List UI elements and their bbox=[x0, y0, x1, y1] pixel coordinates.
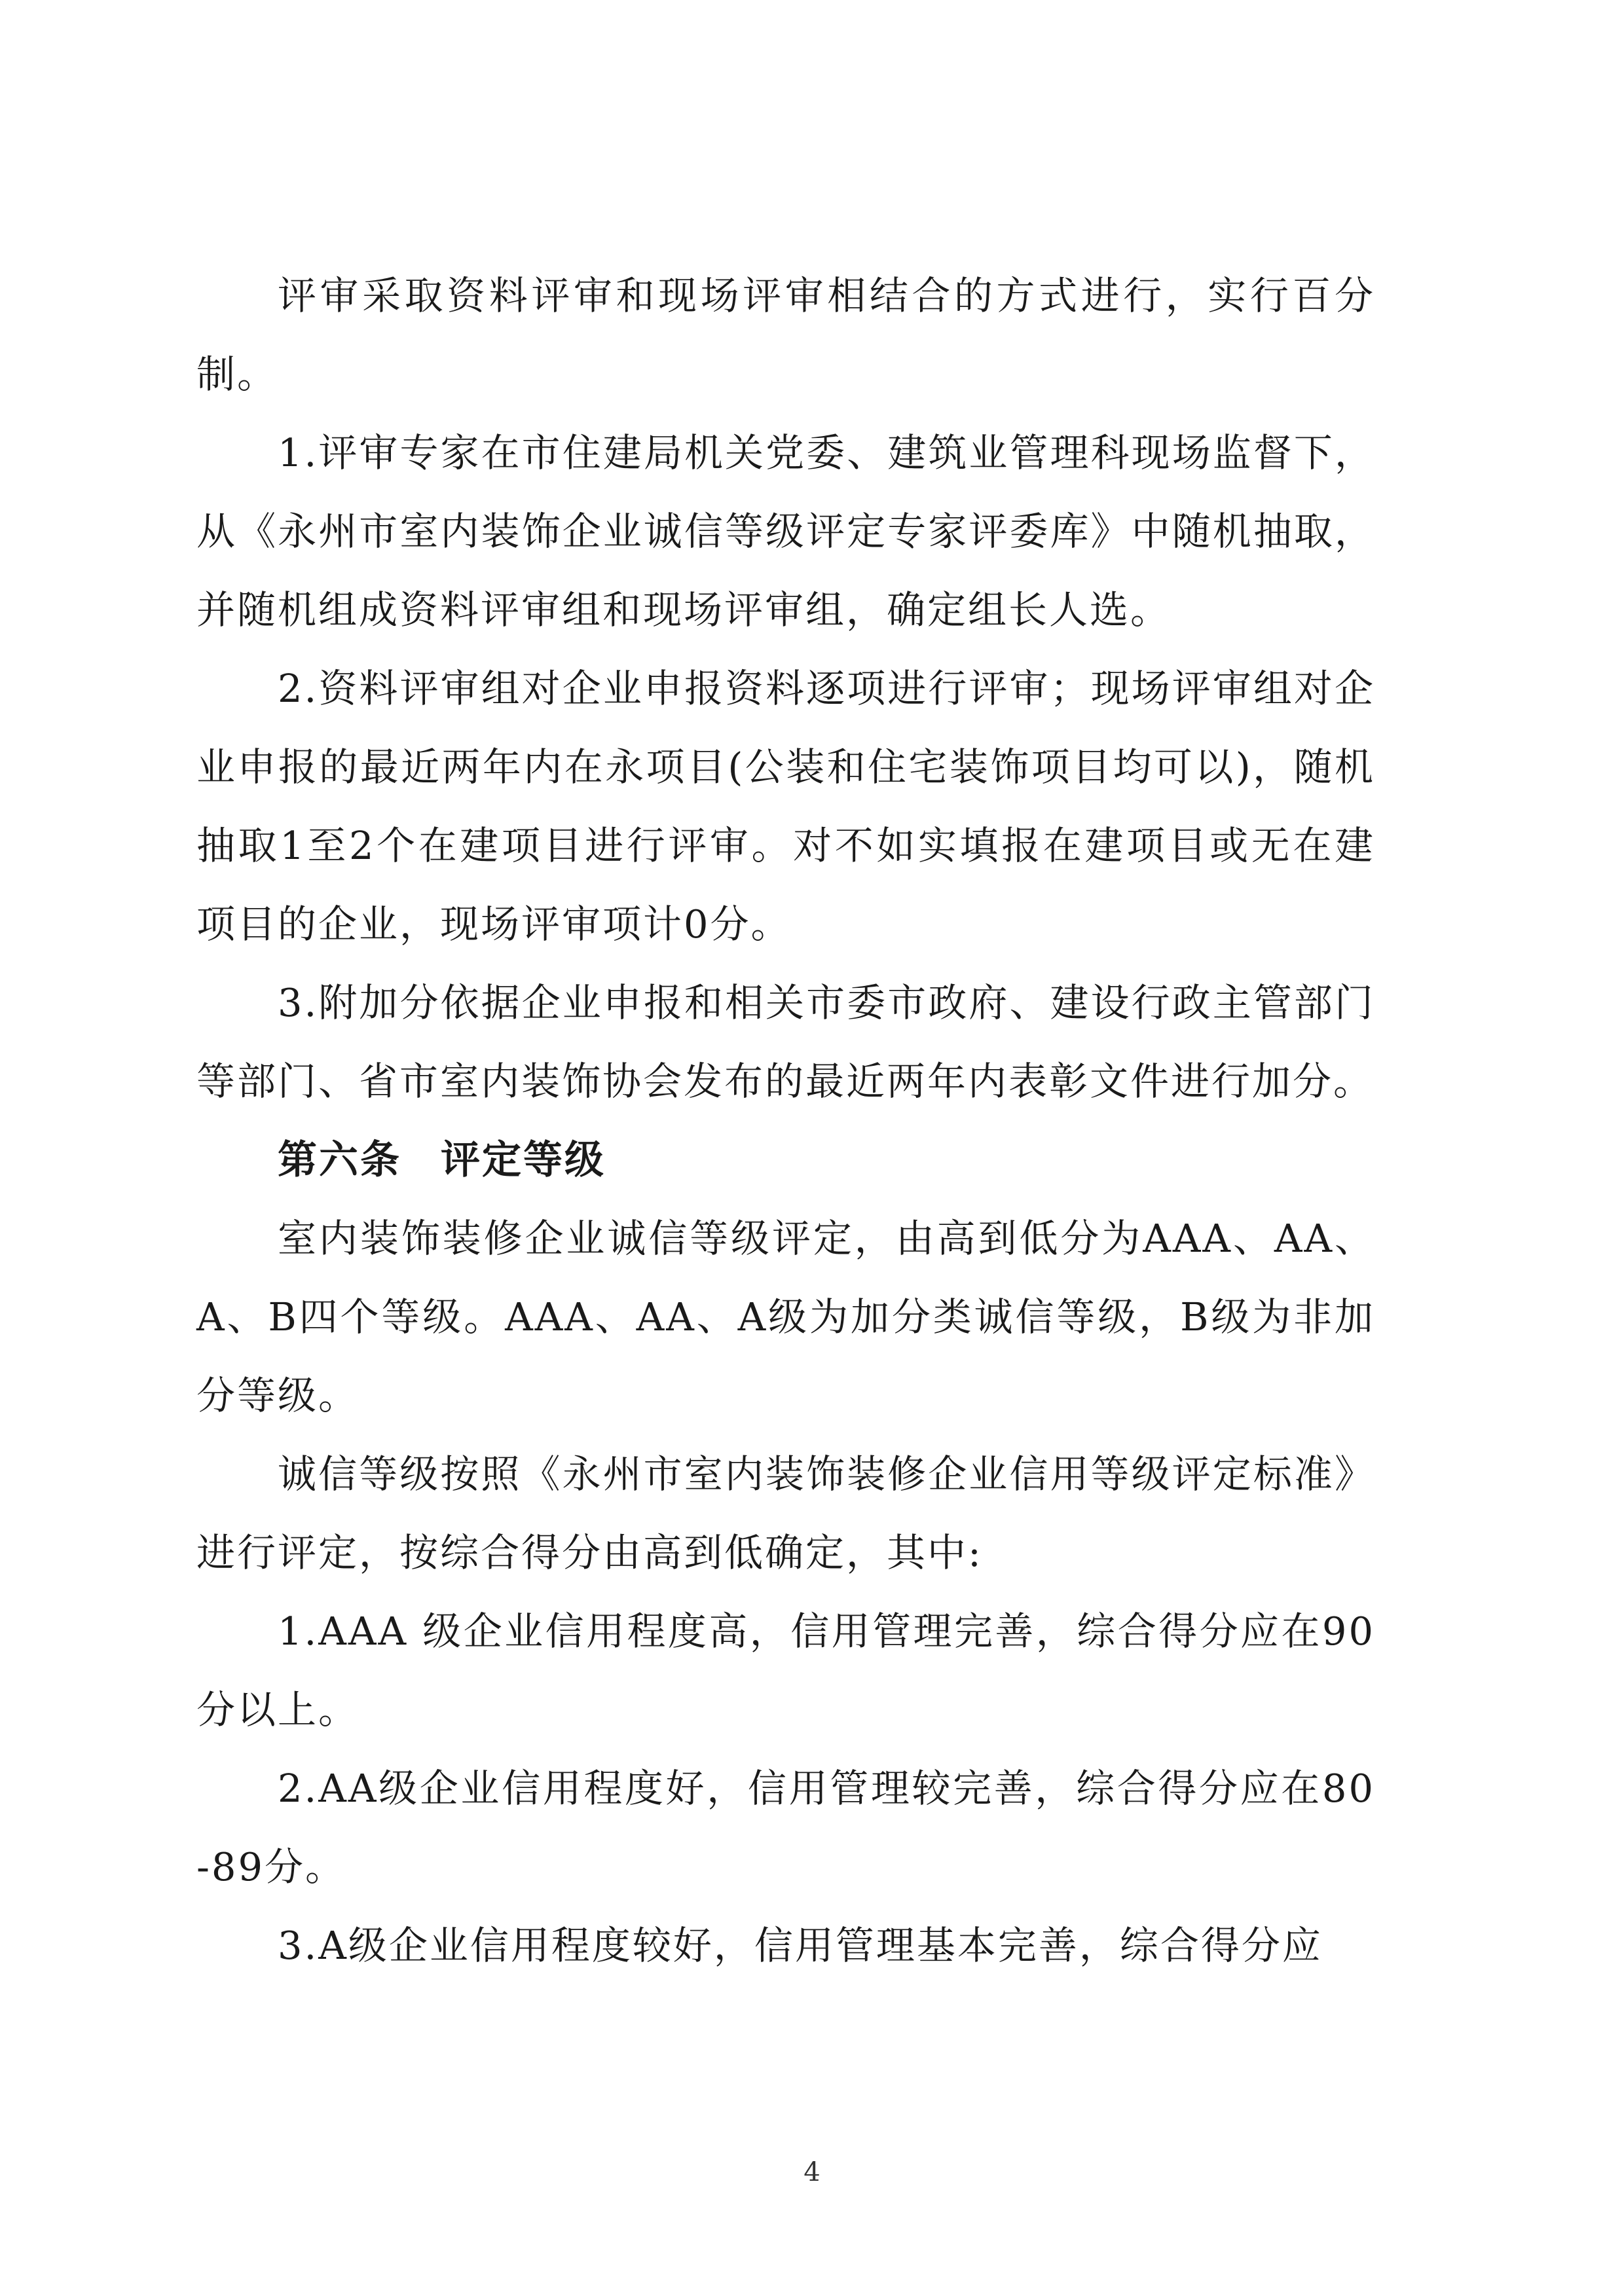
paragraph: 3.附加分依据企业申报和相关市委市政府、建设行政主管部门等部门、省市室内装饰协会发布的最近两年内表彰文件进行加分。 bbox=[196, 980, 1375, 1104]
document-body bbox=[196, 257, 1375, 1985]
paragraph: 室内装饰装修企业诚信等级评定，由高到低分为AAA、AA、A、B四个等级。AAA、AA、A级为加分类诚信等级，B级为非加分等级。 bbox=[196, 1216, 1375, 1418]
page-number: 4 bbox=[803, 2157, 821, 2187]
paragraph: 3.A级企业信用程度较好，信用管理基本完善，综合得分应 bbox=[278, 1923, 1323, 1968]
section-title: 评定等级 bbox=[441, 1137, 606, 1183]
paragraph: 2.资料评审组对企业申报资料逐项进行评审；现场评审组对企业申报的最近两年内在永项目(公装和住宅装饰项目均可以)，随机抽取1至2个在建项目进行评审。对不如实填报在建项目或无在建项目的企业，现场评审项计0分。 bbox=[196, 666, 1375, 947]
paragraph: 2.AA级企业信用程度好，信用管理较完善，综合得分应在80-89分。 bbox=[196, 1766, 1375, 1889]
paragraph: 诚信等级按照《永州市室内装饰装修企业信用等级评定标准》进行评定，按综合得分由高到低确定，其中: bbox=[196, 1451, 1375, 1575]
paragraph: 1.评审专家在市住建局机关党委、建筑业管理科现场监督下，从《永州市室内装饰企业诚信等级评定专家评委库》中随机抽取，并随机组成资料评审组和现场评审组，确定组长人选。 bbox=[196, 430, 1375, 632]
section-heading bbox=[196, 1121, 1375, 1199]
section-number: 第六条 bbox=[278, 1137, 401, 1183]
paragraph: 1.AAA 级企业信用程度高，信用管理完善，综合得分应在90分以上。 bbox=[196, 1609, 1375, 1732]
paragraph: 评审采取资料评审和现场评审相结合的方式进行，实行百分制。 bbox=[196, 273, 1375, 397]
